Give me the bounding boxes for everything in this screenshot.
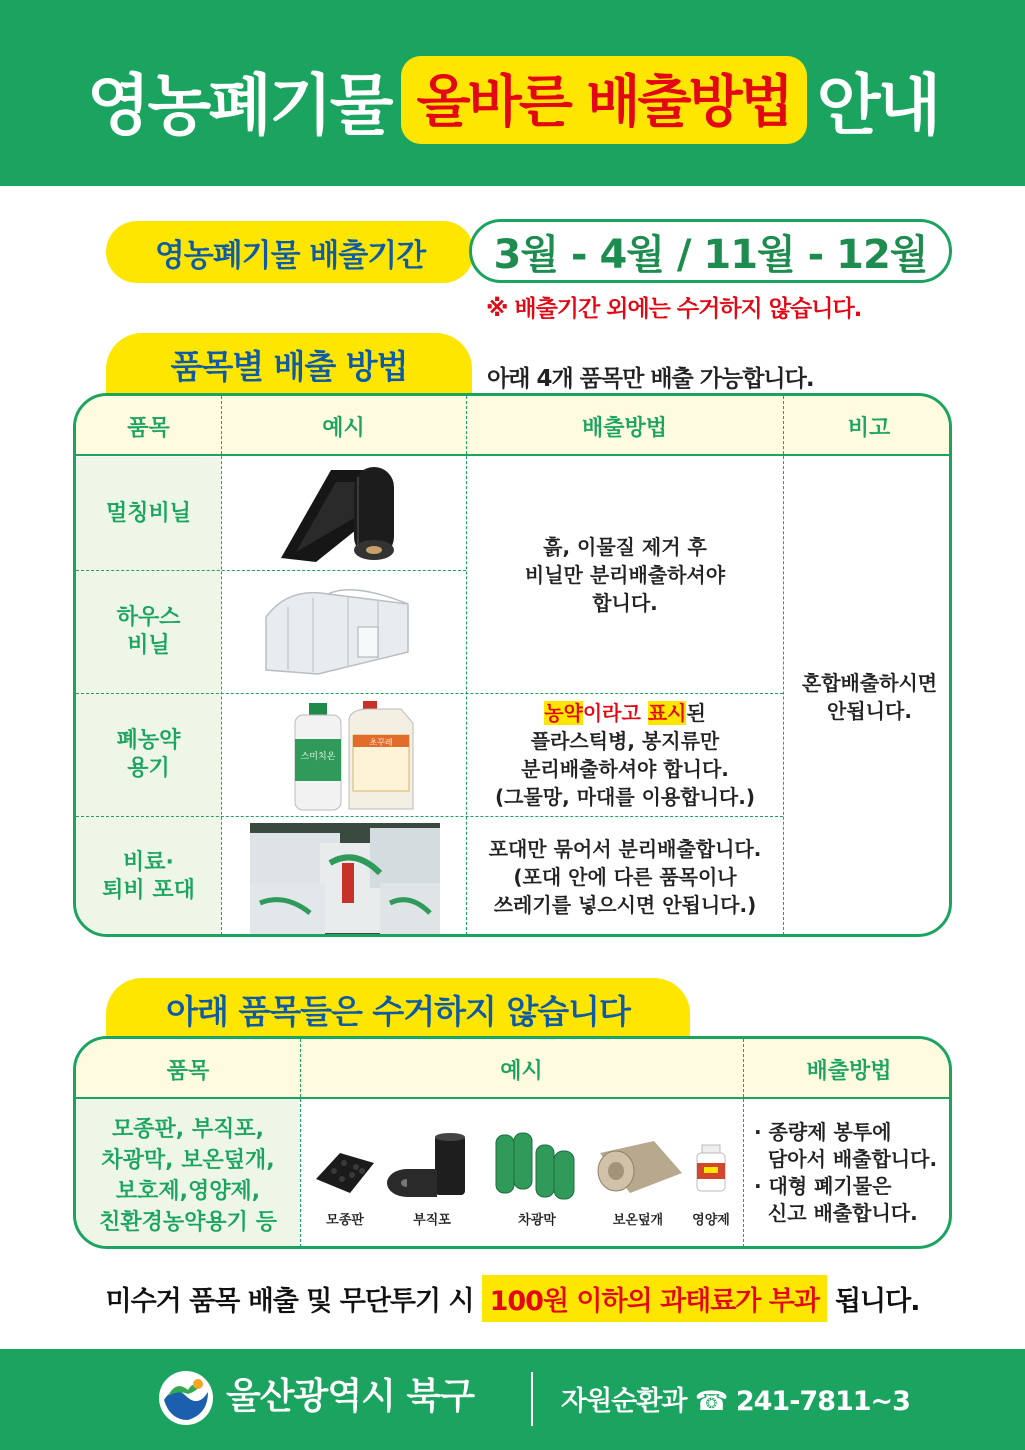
mulching-vinyl-roll-image bbox=[276, 462, 401, 564]
fertilizer-method: 포대만 묶어서 분리배출합니다. (포대 안에 다른 품목이나 쓰레기를 넣으시면 안됩니다.) bbox=[488, 837, 762, 917]
example-label-nonwoven: 부직포 bbox=[413, 1213, 451, 1228]
th-item: 품목 bbox=[127, 415, 170, 441]
pesticide-mid: 이라고 bbox=[582, 701, 648, 725]
method-note: 아래 4개 품목만 배출 가능합니다. bbox=[487, 366, 814, 392]
method-table bbox=[73, 393, 952, 937]
fine-highlight: 100원 이하의 과태료가 부과 bbox=[482, 1275, 827, 1322]
th-method: 배출방법 bbox=[581, 415, 667, 441]
vinyl-method: 흙, 이물질 제거 후 비닐만 분리배출하셔야 합니다. bbox=[524, 535, 726, 615]
title-highlight: 올바른 배출방법 bbox=[401, 56, 807, 144]
item-fertilizer-bag: 비료· 퇴비 포대 bbox=[76, 817, 221, 937]
method-tab: 품목별 배출 방법 bbox=[106, 333, 472, 395]
greenhouse-image bbox=[258, 582, 420, 682]
pesticide-method-line1 bbox=[544, 699, 706, 727]
divider bbox=[221, 396, 222, 937]
example-label-thermal-blanket: 보온덮개 bbox=[612, 1213, 664, 1228]
example-label-shade-net: 차광막 bbox=[518, 1213, 556, 1228]
footer-divider bbox=[531, 1372, 533, 1426]
excluded-table bbox=[73, 1036, 952, 1249]
excluded-method-2: · 대형 폐기물은 신고 배출합니다. bbox=[754, 1174, 918, 1225]
divider bbox=[76, 570, 466, 571]
shade-net-image bbox=[492, 1129, 578, 1203]
fertilizer-bags-image bbox=[250, 823, 440, 935]
highlight-marked: 표시 bbox=[647, 701, 687, 725]
th-remark: 비고 bbox=[847, 415, 891, 441]
pesticide-method bbox=[467, 694, 783, 816]
period-note: ※ 배출기간 외에는 수거하지 않습니다. bbox=[486, 296, 862, 322]
thermal-blanket-image bbox=[594, 1133, 686, 1201]
th-excluded-item: 품목 bbox=[166, 1058, 210, 1084]
page-title bbox=[0, 52, 1025, 147]
period-value: 3월 - 4월 / 11월 - 12월 bbox=[469, 219, 952, 283]
remark-mixed: 혼합배출하시면 안됩니다. bbox=[801, 671, 938, 723]
nutrient-bottle-image bbox=[694, 1143, 728, 1193]
period-label: 영농폐기물 배출기간 bbox=[106, 221, 474, 283]
title-suffix: 안내 bbox=[816, 67, 939, 144]
pesticide-method-rest: 플라스틱병, 봉지류만 분리배출하셔야 합니다. (그물망, 마대를 이용합니다.) bbox=[495, 729, 755, 809]
highlight-pesticide: 농약 bbox=[544, 701, 583, 725]
fine-notice bbox=[0, 1275, 1025, 1322]
example-label-nutrient: 영양제 bbox=[692, 1213, 730, 1228]
footer-dept-contact: 자원순환과 ☎ 241-7811~3 bbox=[561, 1386, 910, 1417]
divider bbox=[300, 1039, 301, 1249]
divider bbox=[743, 1039, 744, 1249]
bottle-label-2: 초꾸레 bbox=[369, 738, 393, 747]
item-pesticide-container: 폐농약 용기 bbox=[76, 694, 221, 816]
nonwoven-fabric-image bbox=[381, 1131, 477, 1203]
excluded-method-list bbox=[754, 1119, 952, 1227]
footer-org: 울산광역시 북구 bbox=[226, 1376, 474, 1417]
excluded-items-list: 모종판, 부직포, 차광막, 보온덮개, 보호제,영양제, 친환경농약용기 등 bbox=[76, 1099, 300, 1249]
th-excluded-example: 예시 bbox=[500, 1058, 543, 1084]
seedling-tray-image bbox=[312, 1139, 378, 1199]
pesticide-bottles-image bbox=[289, 701, 419, 813]
th-excluded-method: 배출방법 bbox=[806, 1058, 892, 1084]
excluded-tab: 아래 품목들은 수거하지 않습니다 bbox=[106, 978, 690, 1040]
pesticide-rest1: 된 bbox=[686, 701, 706, 725]
fine-pre: 미수거 품목 배출 및 무단투기 시 bbox=[105, 1286, 474, 1317]
bukgu-logo-icon bbox=[158, 1370, 214, 1426]
method-table-header bbox=[76, 396, 949, 456]
bottle-label-1: 스미치온 bbox=[300, 752, 336, 762]
fine-post: 됩니다. bbox=[834, 1286, 920, 1317]
th-example: 예시 bbox=[322, 415, 365, 441]
item-house-vinyl: 하우스 비닐 bbox=[76, 571, 221, 693]
title-prefix: 영농폐기물 bbox=[86, 67, 391, 144]
item-mulching-vinyl: 멀칭비닐 bbox=[76, 457, 221, 570]
excluded-table-header bbox=[76, 1039, 949, 1099]
example-label-seedling-tray: 모종판 bbox=[326, 1213, 364, 1228]
excluded-method-1: · 종량제 봉투에 담아서 배출합니다. bbox=[754, 1120, 938, 1171]
